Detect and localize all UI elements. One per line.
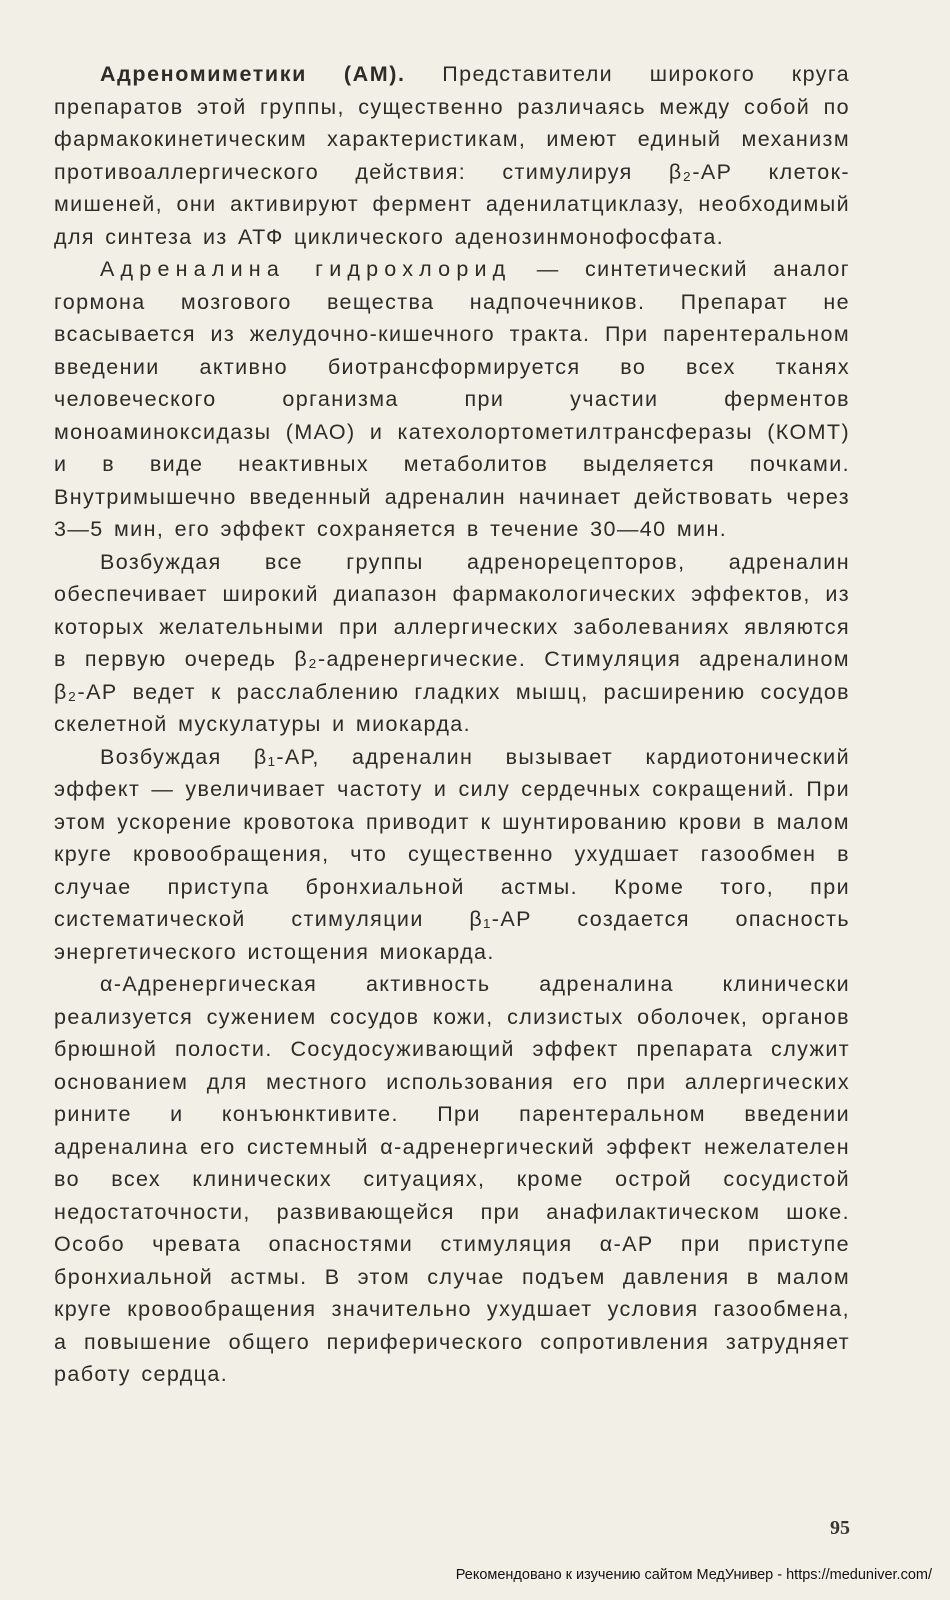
paragraph-text: — синтетический аналог гормона мозгового вещества надпочечников. Препарат не всасывается из желудочно-кишечного тракта. При парентеральном введении активно биотрансформируется во всех тканях человеческого организма при участии ферментов моноаминоксидазы (МАО) и катехолортометилтрансферазы (КОМТ) и в виде неактивных метаболитов выделяется почками. Внутримышечно введенный адреналин начинает действовать через 3—5 мин, его эффект сохраняется в течение 30—40 мин.: [54, 257, 850, 541]
paragraph-adrenomimetics: [54, 58, 850, 253]
paragraph-beta1: Возбуждая β₁-АР, адреналин вызывает кардиотонический эффект — увеличивает частоту и силу сердечных сокращений. При этом ускорение кровотока приводит к шунтированию крови в малом круге кровообращения, что существенно ухудшает газообмен в случае приступа бронхиальной астмы. Кроме того, при систематической стимуляции β₁-АР создается опасность энергетического истощения миокарда.: [54, 744, 850, 964]
footer-recommendation: Рекомендовано к изучению сайтом МедУнивер - https://meduniver.com/: [455, 1567, 932, 1583]
paragraph-text: Представители широкого круга препаратов этой группы, существенно различаясь между собой по фармакокинетическим характеристикам, имеют единый механизм противоаллергического действия: стимулируя β₂-АР клеток-мишеней, они активируют фермент аденилатциклазу, необходимый для синтеза из АТФ циклического аденозинмонофосфата.: [54, 62, 850, 249]
paragraph-alpha: α-Адренергическая активность адреналина клинически реализуется сужением сосудов кожи, слизистых оболочек, органов брюшной полости. Сосудосуживающий эффект препарата служит основанием для местного использования его при аллергических рините и конъюнктивите. При парентеральном введении адреналина его системный α-адренергический эффект нежелателен во всех клинических ситуациях, кроме острой сосудистой недостаточности, развивающейся при анафилактическом шоке. Особо чревата опасностями стимуляция α-АР при приступе бронхиальной астмы. В этом случае подъем давления в малом круге кровообращения значительно ухудшает условия газообмена, а повышение общего периферического сопротивления затрудняет работу сердца.: [54, 972, 850, 1386]
page-number: 95: [830, 1517, 850, 1539]
section-heading: Адреномиметики (АМ).: [100, 62, 406, 86]
paragraph-adrenoreceptors: Возбуждая все группы адренорецепторов, адреналин обеспечивает широкий диапазон фармакологических эффектов, из которых желательными при аллергических заболеваниях являются в первую очередь β₂-адренергические. Стимуляция адреналином β₂-АР ведет к расслаблению гладких мышц, расширению сосудов скелетной мускулатуры и миокарда.: [54, 549, 850, 736]
paragraph-adrenaline-hydrochloride: [54, 253, 850, 546]
drug-name-term: Адреналина гидрохлорид: [100, 257, 512, 281]
body-text: [54, 58, 850, 1391]
